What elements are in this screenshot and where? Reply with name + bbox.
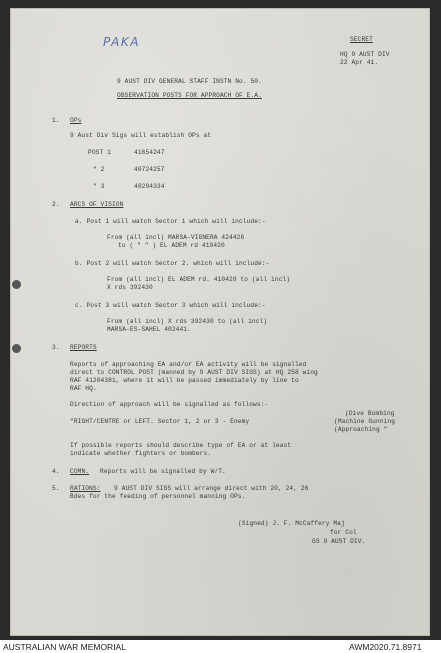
post-2-label: " 2 — [93, 166, 105, 173]
section-3-para-4-line-1: If possible reports should describe type of EA or at least — [70, 442, 292, 449]
section-2a-line-2: From (all incl) MARSA-VIGNERA 424426 — [107, 234, 245, 241]
section-5-text-line-2: Bdes for the feeding of personnel manning OPs. — [70, 493, 246, 500]
section-3-para-1-line-2: direct to CONTROL POST (manned by 9 AUST DIV SIGS) at HQ 258 wing — [70, 369, 318, 376]
document-page — [10, 8, 430, 636]
date-label: 22 Apr 41. — [340, 59, 379, 66]
signature-line-1: (Signed) J. F. McCaffery Maj — [238, 520, 345, 527]
section-2a-line-3: to ( " " ) EL ADEM rd 410420 — [118, 242, 225, 249]
footer-catalog-number: AWM2020.71.8971 — [349, 642, 422, 652]
post-3-label: " 3 — [93, 183, 105, 190]
footer-source-label: AUSTRALIAN WAR MEMORIAL — [3, 642, 126, 652]
section-3-para-1-line-3: RAF 41204381, where it will be passed immediately by line to — [70, 377, 299, 384]
section-2-number: 2. — [52, 201, 60, 208]
section-5-text-line-1: 9 AUST DIV SIGS will arrange direct with 20, 24, 26 — [114, 485, 309, 492]
punch-hole-top — [12, 280, 21, 289]
section-3-para-3: "RIGHT/CENTRE or LEFT. Sector 1, 2 or 3 - Enemy — [70, 418, 250, 425]
section-2b-line-2: From (all incl) EL ADEM rd. 410420 to (all incl) — [107, 276, 291, 283]
section-5-number: 5. — [52, 485, 60, 492]
document-heading: 9 AUST DIV GENERAL STAFF INSTN No. 50. — [117, 78, 262, 85]
handwritten-annotation: PAKA — [103, 35, 140, 49]
post-1-label: POST 1 — [88, 149, 111, 156]
section-2b-line-3: X rds 392430 — [107, 284, 153, 291]
section-5-title: RATIONS: — [70, 485, 101, 492]
section-4-number: 4. — [52, 468, 60, 475]
signature-line-3: GS 9 AUST DIV. — [312, 538, 366, 545]
section-3-title: REPORTS — [70, 344, 97, 351]
section-3-para-2: Direction of approach will be signalled as follows:- — [70, 401, 269, 408]
hq-label: HQ 9 AUST DIV — [340, 51, 390, 58]
section-3-number: 3. — [52, 344, 60, 351]
archive-footer — [0, 640, 441, 653]
section-2a-line-1: a. Post 1 will watch Sector 1 which will include:- — [75, 218, 266, 225]
section-3-para-1-line-1: Reports of approaching EA and/or EA activity will be signalled — [70, 361, 307, 368]
section-2b-line-1: b. Post 2 will watch Sector 2. which will include:- — [75, 260, 270, 267]
section-1-number: 1. — [52, 117, 60, 124]
post-1-ref: 41654247 — [134, 149, 165, 156]
section-3-para-1-line-4: RAF HQ. — [70, 385, 97, 392]
classification-label: SECRET — [350, 36, 373, 43]
post-3-ref: 40294334 — [134, 183, 165, 190]
punch-hole-bottom — [12, 344, 21, 353]
section-2-title: ARCS OF VISION — [70, 201, 124, 208]
section-2c-line-1: c. Post 3 will watch Sector 3 which will include:- — [75, 302, 266, 309]
section-3-bracket-2: (Machine Gunning — [334, 418, 396, 425]
document-subheading: OBSERVATION POSTS FOR APPROACH OF E.A. — [117, 92, 262, 99]
post-2-ref: 40724257 — [134, 166, 165, 173]
section-3-bracket-1: (Dive Bombing — [345, 410, 395, 417]
section-1-intro: 9 Aust Div Sigs will establish OPs at — [70, 132, 212, 139]
section-2c-line-2: From (all incl) X rds 392430 to (all incl) — [107, 318, 268, 325]
section-4-title: COMN. — [70, 468, 90, 475]
section-4-text: Reports will be signalled by W/T. — [100, 468, 226, 475]
section-2c-line-3: MARSA-ES-SAHEL 402441. — [107, 326, 191, 333]
signature-line-2: for Col — [330, 529, 357, 536]
section-3-para-4-line-2: indicate whether fighters or bombers. — [70, 450, 212, 457]
section-3-bracket-3: (Approaching " — [334, 426, 388, 433]
section-1-title: OPs — [70, 117, 82, 124]
